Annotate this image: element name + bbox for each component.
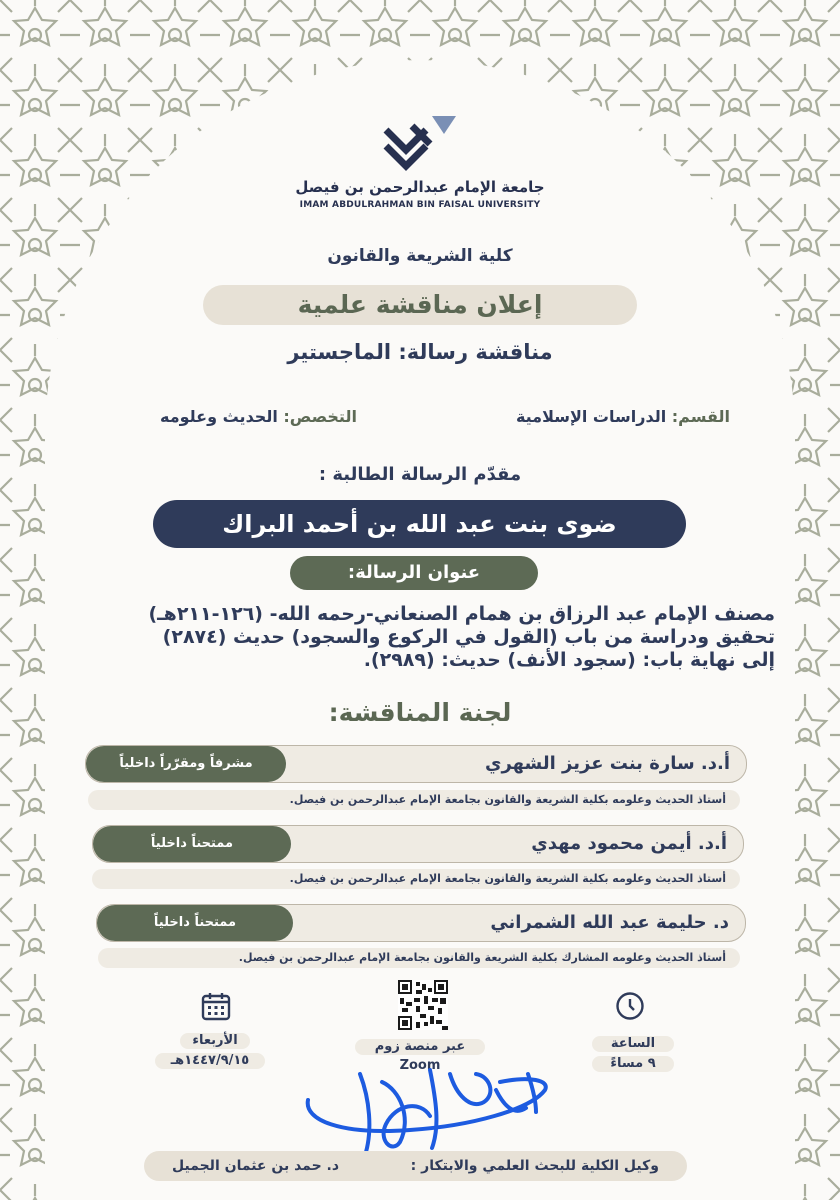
committee-member-2 [92, 825, 744, 863]
clock-icon [614, 990, 646, 1022]
qr-code-icon[interactable] [398, 980, 448, 1030]
platform-label: عبر منصة زوم [355, 1039, 485, 1055]
member-description: أستاذ الحديث وعلومه بكلية الشريعة والقانون بجامعة الإمام عبدالرحمن بن فيصل. [88, 790, 740, 810]
time-label: الساعة [592, 1036, 674, 1052]
committee-member-1 [85, 745, 747, 783]
time-value: ٩ مساءً [592, 1056, 674, 1072]
member-name: أ.د. أيمن محمود مهدي [531, 833, 727, 854]
specialization [160, 407, 357, 426]
committee-label: لجنة المناقشة: [328, 698, 512, 727]
university-logo-icon [372, 112, 468, 178]
thesis-title-line-2: تحقيق ودراسة من باب (القول في الركوع والسجود) حديث (٢٨٧٤) [162, 626, 775, 648]
university-name-arabic: جامعة الإمام عبدالرحمن بن فيصل [295, 178, 545, 196]
department-value: الدراسات الإسلامية [515, 407, 667, 426]
calendar-icon [200, 990, 232, 1022]
date-day: الأربعاء [180, 1033, 250, 1049]
college-name: كلية الشريعة والقانون [327, 246, 513, 266]
thesis-label: عنوان الرسالة: [290, 556, 538, 590]
footer-name: د. حمد بن عثمان الجميل [172, 1158, 340, 1174]
member-description: أستاذ الحديث وعلومه المشارك بكلية الشريعة والقانون بجامعة الإمام عبدالرحمن بن فيصل. [98, 948, 740, 968]
specialization-label: التخصص: [283, 407, 357, 426]
specialization-value: الحديث وعلومه [160, 407, 278, 426]
member-role-badge: مشرفاً ومقرّراً داخلياً [86, 746, 286, 782]
thesis-title-line-1: مصنف الإمام عبد الرزاق بن همام الصنعاني-رحمه الله- (١٢٦-٢١١هـ) [148, 603, 775, 625]
date-value: ١٤٤٧/٩/١٥هـ [155, 1053, 265, 1069]
presenter-label: مقدّم الرسالة الطالبة : [318, 464, 522, 485]
announcement-title: إعلان مناقشة علمية [203, 285, 637, 325]
member-name: أ.د. سارة بنت عزيز الشهري [484, 753, 730, 774]
member-role-badge: ممتحناً داخلياً [97, 905, 293, 941]
member-description: أستاذ الحديث وعلومه بكلية الشريعة والقانون بجامعة الإمام عبدالرحمن بن فيصل. [92, 869, 740, 889]
committee-member-3 [96, 904, 746, 942]
footer-signatory [144, 1151, 687, 1181]
defense-subtitle: مناقشة رسالة: الماجستير [287, 340, 553, 364]
member-role-badge: ممتحناً داخلياً [93, 826, 291, 862]
university-name-english: IMAM ABDULRAHMAN BIN FAISAL UNIVERSITY [299, 200, 541, 210]
thesis-title [60, 603, 775, 672]
student-name: ضوى بنت عبد الله بن أحمد البراك [153, 500, 686, 548]
department [516, 407, 730, 426]
department-label: القسم: [671, 407, 730, 426]
member-name: د. حليمة عبد الله الشمراني [490, 912, 729, 933]
thesis-title-line-3: إلى نهاية باب: (سجود الأنف) حديث: (٢٩٨٩). [363, 649, 775, 671]
department-row [160, 407, 730, 435]
footer-title: وكيل الكلية للبحث العلمي والابتكار : [410, 1158, 659, 1174]
handwritten-signature [300, 1060, 560, 1160]
platform-value: Zoom [399, 1058, 441, 1073]
